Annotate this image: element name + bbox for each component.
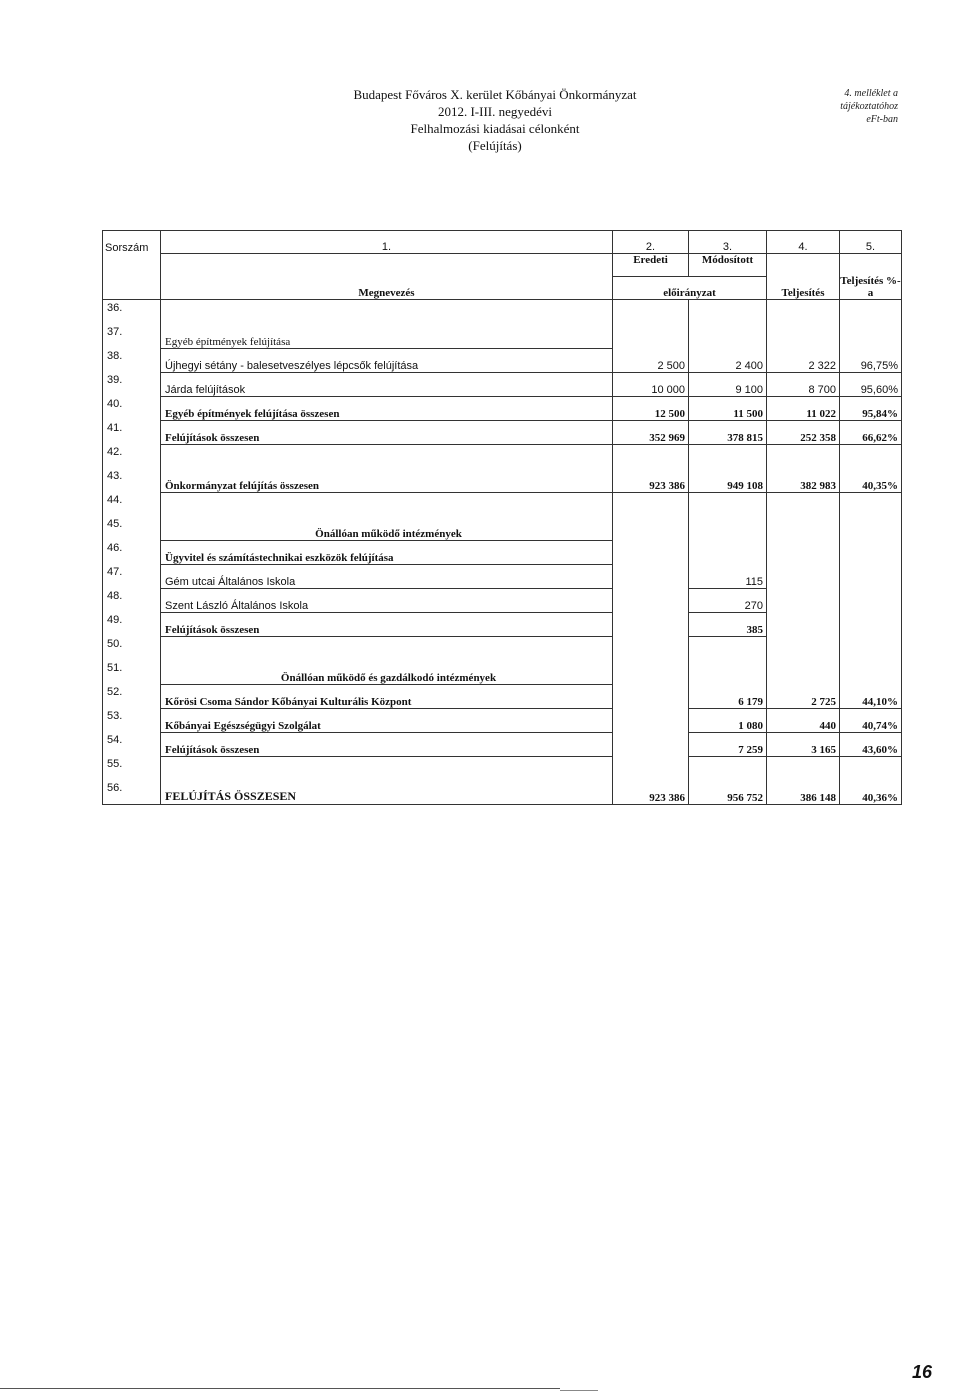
cell-v2: [689, 540, 767, 564]
table-row: [103, 444, 902, 468]
table-row: [103, 300, 902, 325]
row-number: 37.: [103, 324, 161, 348]
cell-v4: [840, 540, 902, 564]
header-line-2: 2012. I-III. negyedévi: [437, 104, 553, 119]
row-number: 45.: [103, 516, 161, 540]
page-mark: 16: [912, 1362, 933, 1382]
cell-v4: [840, 300, 902, 325]
cell-v4: [840, 564, 902, 588]
header-line-4: (Felújítás): [468, 138, 522, 153]
cell-v4: [840, 636, 902, 660]
row-number: 43.: [103, 468, 161, 492]
cell-v1: [613, 732, 689, 756]
header-line-3: Felhalmozási kiadásai célonként: [410, 121, 580, 136]
cell-v1: 352 969: [613, 420, 689, 444]
row-label: Szent László Általános Iskola: [161, 588, 613, 612]
cell-v3: [767, 612, 840, 636]
row-label: Felújítások összesen: [161, 732, 613, 756]
row-number: 51.: [103, 660, 161, 684]
table-row: [103, 348, 902, 372]
cell-v4: [840, 324, 902, 348]
table-row: [103, 684, 902, 708]
note-line-3: eFt-ban: [866, 114, 898, 125]
col-num-3: 3.: [689, 231, 767, 254]
row-number: 47.: [103, 564, 161, 588]
row-number: 53.: [103, 708, 161, 732]
row-number: 55.: [103, 756, 161, 780]
cell-v4: [840, 444, 902, 468]
sorszam-header: Sorszám: [103, 231, 161, 254]
cell-v3: 2 322: [767, 348, 840, 372]
table-row: [103, 516, 902, 540]
cell-v3: 252 358: [767, 420, 840, 444]
row-label: [161, 444, 613, 468]
header-line-1: Budapest Főváros X. kerület Kőbányai Önkormányzat: [353, 87, 637, 102]
cell-v2: [689, 300, 767, 325]
teljesites-header: Teljesítés: [767, 254, 840, 300]
table-row: [103, 540, 902, 564]
cell-v3: [767, 540, 840, 564]
document-header: [340, 86, 650, 154]
row-number: 56.: [103, 780, 161, 805]
table-row: [103, 636, 902, 660]
cell-v2: 378 815: [689, 420, 767, 444]
cell-v2: [689, 756, 767, 780]
cell-v1: [613, 588, 689, 612]
table-row: [103, 468, 902, 492]
cell-v2: 385: [689, 612, 767, 636]
cell-v1: [613, 756, 689, 780]
row-number: 38.: [103, 348, 161, 372]
renovation-table: [102, 230, 902, 805]
cell-v3: [767, 516, 840, 540]
col-num-2: 2.: [613, 231, 689, 254]
cell-v4: [840, 660, 902, 684]
eredeti-header: Eredeti: [613, 254, 689, 277]
cell-v2: [689, 636, 767, 660]
cell-v4: [840, 516, 902, 540]
cell-v2: [689, 444, 767, 468]
row-number: 48.: [103, 588, 161, 612]
table-row: [103, 324, 902, 348]
cell-v2: [689, 492, 767, 516]
cell-v1: [613, 324, 689, 348]
cell-v4: 66,62%: [840, 420, 902, 444]
cell-v1: [613, 708, 689, 732]
cell-v3: [767, 324, 840, 348]
table-row: [103, 708, 902, 732]
cell-v2: 949 108: [689, 468, 767, 492]
cell-v3: [767, 444, 840, 468]
cell-v4: 95,60%: [840, 372, 902, 396]
cell-v3: 11 022: [767, 396, 840, 420]
cell-v2: 2 400: [689, 348, 767, 372]
row-label: Felújítások összesen: [161, 420, 613, 444]
cell-v3: [767, 588, 840, 612]
row-label: Önkormányzat felújítás összesen: [161, 468, 613, 492]
cell-v1: [613, 540, 689, 564]
cell-v4: 43,60%: [840, 732, 902, 756]
cell-v3: [767, 660, 840, 684]
annex-note: [840, 87, 898, 126]
cell-v2: 6 179: [689, 684, 767, 708]
table-row: [103, 396, 902, 420]
cell-v4: 40,36%: [840, 780, 902, 805]
cell-v3: 2 725: [767, 684, 840, 708]
cell-v1: 923 386: [613, 468, 689, 492]
note-line-2: tájékoztatóhoz: [840, 101, 898, 112]
col-num-4: 4.: [767, 231, 840, 254]
table-row: [103, 420, 902, 444]
cell-v2: 115: [689, 564, 767, 588]
row-label: Újhegyi sétány - balesetveszélyes lépcsők felújítása: [161, 348, 613, 372]
teljesites-pct-header: Teljesítés %-a: [840, 254, 902, 300]
table-row: [103, 564, 902, 588]
row-label: Önállóan működő intézmények: [161, 516, 613, 540]
cell-v1: 12 500: [613, 396, 689, 420]
row-number: 50.: [103, 636, 161, 660]
cell-v2: [689, 660, 767, 684]
cell-v1: [613, 564, 689, 588]
cell-v2: 956 752: [689, 780, 767, 805]
cell-v2: 7 259: [689, 732, 767, 756]
row-label: Egyéb építmények felújítása összesen: [161, 396, 613, 420]
cell-v3: 8 700: [767, 372, 840, 396]
cell-v3: 440: [767, 708, 840, 732]
table-row: [103, 588, 902, 612]
row-label: Kőbányai Egészségügyi Szolgálat: [161, 708, 613, 732]
cell-v4: 95,84%: [840, 396, 902, 420]
cell-v3: 382 983: [767, 468, 840, 492]
row-label: [161, 636, 613, 660]
row-label: Önállóan működő és gazdálkodó intézmények: [161, 660, 613, 684]
row-number: 41.: [103, 420, 161, 444]
cell-v1: [613, 660, 689, 684]
cell-v4: 96,75%: [840, 348, 902, 372]
cell-v4: [840, 588, 902, 612]
cell-v1: 10 000: [613, 372, 689, 396]
cell-v3: [767, 756, 840, 780]
footer-rule-short: [560, 1390, 598, 1391]
megnevezes-header: Megnevezés: [161, 254, 613, 300]
row-number: 52.: [103, 684, 161, 708]
cell-v1: [613, 300, 689, 325]
cell-v3: 3 165: [767, 732, 840, 756]
cell-v1: 923 386: [613, 780, 689, 805]
row-label: FELÚJÍTÁS ÖSSZESEN: [161, 780, 613, 805]
cell-v3: 386 148: [767, 780, 840, 805]
row-label: [161, 300, 613, 325]
cell-v4: [840, 756, 902, 780]
cell-v4: [840, 492, 902, 516]
modositott-header: Módosított: [689, 254, 767, 277]
table-row: [103, 660, 902, 684]
cell-v3: [767, 492, 840, 516]
row-number: 42.: [103, 444, 161, 468]
col-num-5: 5.: [840, 231, 902, 254]
cell-v4: 40,74%: [840, 708, 902, 732]
cell-v1: [613, 684, 689, 708]
footer-rule: [0, 1388, 560, 1389]
cell-v4: 40,35%: [840, 468, 902, 492]
cell-v2: 1 080: [689, 708, 767, 732]
cell-v2: 11 500: [689, 396, 767, 420]
cell-v3: [767, 300, 840, 325]
cell-v1: [613, 612, 689, 636]
row-number: 44.: [103, 492, 161, 516]
row-label: [161, 756, 613, 780]
row-number: 39.: [103, 372, 161, 396]
cell-v2: 9 100: [689, 372, 767, 396]
cell-v3: [767, 636, 840, 660]
row-label: Ügyvitel és számítástechnikai eszközök felújítása: [161, 540, 613, 564]
table-row: [103, 492, 902, 516]
row-label: Gém utcai Általános Iskola: [161, 564, 613, 588]
note-line-1: 4. melléklet a: [844, 88, 898, 99]
table-row: [103, 372, 902, 396]
cell-v3: [767, 564, 840, 588]
row-label: Egyéb építmények felújítása: [161, 324, 613, 348]
cell-v1: [613, 636, 689, 660]
row-number: 36.: [103, 300, 161, 325]
cell-v1: [613, 516, 689, 540]
table-row: [103, 780, 902, 805]
eloiranyzat-header: előirányzat: [613, 277, 767, 300]
row-number: 49.: [103, 612, 161, 636]
table-row: [103, 612, 902, 636]
cell-v2: [689, 324, 767, 348]
cell-v1: 2 500: [613, 348, 689, 372]
table-row: [103, 732, 902, 756]
cell-v4: 44,10%: [840, 684, 902, 708]
row-number: 40.: [103, 396, 161, 420]
cell-v1: [613, 492, 689, 516]
cell-v1: [613, 444, 689, 468]
row-number: 46.: [103, 540, 161, 564]
cell-v2: 270: [689, 588, 767, 612]
cell-v4: [840, 612, 902, 636]
table-row: [103, 756, 902, 780]
row-number: 54.: [103, 732, 161, 756]
row-label: Kőrösi Csoma Sándor Kőbányai Kulturális Központ: [161, 684, 613, 708]
row-label: Felújítások összesen: [161, 612, 613, 636]
row-label: [161, 492, 613, 516]
row-label: Járda felújítások: [161, 372, 613, 396]
cell-v2: [689, 516, 767, 540]
col-num-1: 1.: [161, 231, 613, 254]
